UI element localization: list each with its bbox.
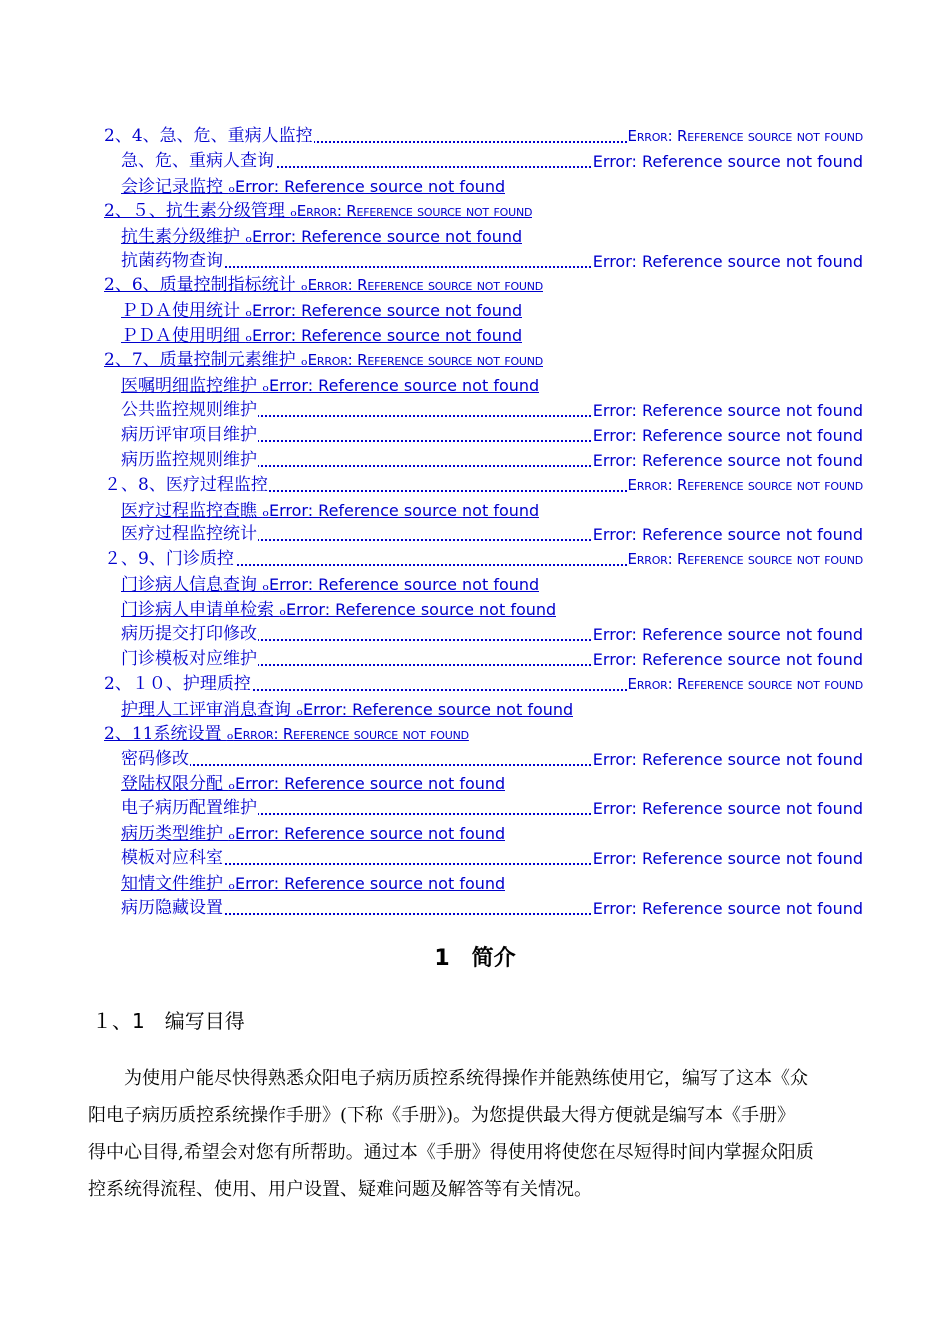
toc-page-reference: Error: Reference source not found bbox=[627, 547, 863, 572]
toc-entry bbox=[0, 647, 950, 672]
toc-label: 密码修改 bbox=[121, 747, 190, 772]
toc-page-reference: Error: Reference source not found bbox=[592, 647, 863, 672]
toc-label: 抗菌药物查询 bbox=[121, 249, 224, 274]
toc-label: 知情文件维护 bbox=[121, 874, 229, 894]
toc-page-reference: Error: Reference source not found bbox=[251, 226, 523, 246]
toc-separator: ₒ bbox=[228, 824, 235, 845]
toc-page-reference: Error: Reference source not found bbox=[627, 473, 863, 498]
toc-label: 病历监控规则维护 bbox=[121, 448, 258, 473]
toc-page-reference: Error: Reference source not found bbox=[251, 326, 523, 346]
toc-label: 2、11系统设置 bbox=[104, 723, 227, 744]
paragraph-line: 得中心目得,希望会对您有所帮助。通过本《手册》得使用将使您在尽短得时间内掌握众阳质 bbox=[88, 1142, 814, 1163]
toc-entry bbox=[0, 348, 950, 373]
toc-link[interactable] bbox=[121, 373, 539, 398]
toc-entry bbox=[0, 448, 950, 473]
toc-separator: ₒ bbox=[290, 200, 297, 221]
toc-link[interactable] bbox=[121, 224, 522, 249]
toc-link[interactable] bbox=[104, 273, 543, 298]
toc-link[interactable] bbox=[121, 821, 505, 846]
toc-link[interactable] bbox=[121, 298, 522, 323]
toc-page-reference: Error: Reference source not found bbox=[592, 846, 863, 871]
section-title: 简介 bbox=[471, 946, 516, 971]
toc-entry bbox=[0, 821, 950, 846]
toc-link[interactable] bbox=[121, 572, 539, 597]
toc-entry bbox=[0, 498, 950, 523]
toc-label: 医嘱明细监控维护 bbox=[121, 376, 263, 396]
paragraph-line: 控系统得流程、使用、用户设置、疑难问题及解答等有关情况。 bbox=[88, 1179, 592, 1200]
toc-entry bbox=[0, 273, 950, 298]
toc-entry bbox=[0, 174, 950, 199]
toc-link[interactable] bbox=[104, 547, 863, 572]
toc-link[interactable] bbox=[121, 498, 539, 523]
toc-page-reference: Error: Reference source not found bbox=[592, 249, 863, 274]
toc-link[interactable] bbox=[104, 722, 469, 747]
toc-link[interactable] bbox=[121, 771, 505, 796]
subsection-title: 编写目得 bbox=[164, 1009, 245, 1033]
toc-entry bbox=[0, 547, 950, 572]
toc-page-reference: Error: Reference source not found bbox=[307, 351, 544, 370]
toc-link[interactable] bbox=[121, 174, 505, 199]
toc-separator: ₒ bbox=[245, 326, 252, 347]
toc-page-reference: Error: Reference source not found bbox=[592, 149, 863, 174]
toc-entry bbox=[0, 896, 950, 921]
toc-link[interactable] bbox=[121, 871, 505, 896]
toc-link[interactable] bbox=[121, 796, 863, 821]
toc-entry bbox=[0, 224, 950, 249]
toc-page-reference: Error: Reference source not found bbox=[627, 124, 863, 149]
toc-page-reference: Error: Reference source not found bbox=[592, 896, 863, 921]
toc-label: 公共监控规则维护 bbox=[121, 398, 258, 423]
toc-label: 会诊记录监控 bbox=[121, 176, 229, 197]
toc-link[interactable] bbox=[121, 597, 556, 622]
toc-link[interactable] bbox=[121, 398, 863, 423]
toc-link[interactable] bbox=[104, 199, 532, 224]
toc-label: ＰＤＡ使用统计 bbox=[121, 301, 246, 322]
toc-separator: ₒ bbox=[228, 176, 235, 197]
toc-link[interactable] bbox=[121, 896, 863, 921]
toc-link[interactable] bbox=[104, 672, 863, 697]
toc-entry bbox=[0, 423, 950, 448]
toc-entry bbox=[0, 747, 950, 772]
toc-entry bbox=[0, 398, 950, 423]
toc-separator: ₒ bbox=[228, 774, 235, 795]
toc-page-reference: Error: Reference source not found bbox=[268, 376, 540, 395]
toc-entry bbox=[0, 298, 950, 323]
toc-label: 2、５、抗生素分级管理 bbox=[104, 200, 291, 221]
toc-entry bbox=[0, 597, 950, 622]
toc-link[interactable] bbox=[104, 348, 543, 373]
toc-entry bbox=[0, 249, 950, 274]
toc-link[interactable] bbox=[121, 522, 863, 547]
toc-entry bbox=[0, 522, 950, 547]
toc-entry bbox=[0, 199, 950, 224]
toc-link[interactable] bbox=[104, 473, 863, 498]
toc-link[interactable] bbox=[121, 747, 863, 772]
toc-separator: ₒ bbox=[228, 874, 235, 894]
toc-link[interactable] bbox=[121, 697, 573, 722]
toc-page-reference: Error: Reference source not found bbox=[592, 622, 863, 647]
toc-entry bbox=[0, 846, 950, 871]
toc-page-reference: Error: Reference source not found bbox=[592, 796, 863, 821]
toc-link[interactable] bbox=[121, 423, 863, 448]
toc-link[interactable] bbox=[121, 249, 863, 274]
toc-entry bbox=[0, 572, 950, 597]
toc-page-reference: Error: Reference source not found bbox=[592, 423, 863, 448]
toc-entry bbox=[0, 622, 950, 647]
toc-link[interactable] bbox=[121, 149, 863, 174]
toc-page-reference: Error: Reference source not found bbox=[233, 724, 469, 743]
toc-label: 模板对应科室 bbox=[121, 846, 224, 871]
toc-separator: ₒ bbox=[245, 301, 252, 322]
toc-page-reference: Error: Reference source not found bbox=[307, 276, 544, 295]
toc-label: 病历类型维护 bbox=[121, 824, 229, 845]
toc-label: 急、危、重病人查询 bbox=[121, 149, 275, 174]
toc-entry bbox=[0, 871, 950, 896]
toc-label: 2、4、急、危、重病人监控 bbox=[104, 124, 314, 149]
toc-link[interactable] bbox=[104, 124, 863, 149]
toc-entry bbox=[0, 473, 950, 498]
toc-page-reference: Error: Reference source not found bbox=[234, 176, 506, 196]
toc-separator: ₒ bbox=[226, 723, 234, 744]
toc-label: 抗生素分级维护 bbox=[121, 226, 246, 247]
toc-label: 医疗过程监控查瞧 bbox=[121, 500, 263, 521]
toc-separator: ₒ bbox=[262, 500, 269, 521]
paragraph-line: 为使用户能尽快得熟悉众阳电子病历质控系统得操作并能熟练使用它，编写了这本《众 bbox=[124, 1068, 808, 1089]
toc-label: 电子病历配置维护 bbox=[121, 796, 258, 821]
toc-page-reference: Error: Reference source not found bbox=[285, 600, 557, 620]
toc-label: 护理人工评审消息查询 bbox=[121, 699, 297, 720]
toc-link[interactable] bbox=[121, 448, 863, 473]
body-paragraph bbox=[88, 1060, 863, 1208]
toc-page-reference: Error: Reference source not found bbox=[592, 747, 863, 772]
toc-link[interactable] bbox=[121, 647, 863, 672]
toc-entry bbox=[0, 771, 950, 796]
toc-page-reference: Error: Reference source not found bbox=[592, 522, 863, 547]
toc-label: 2、6、质量控制指标统计 bbox=[104, 275, 302, 296]
toc-link[interactable] bbox=[121, 622, 863, 647]
toc-entry bbox=[0, 697, 950, 722]
toc-page-reference: Error: Reference source not found bbox=[592, 398, 863, 423]
toc-entry bbox=[0, 149, 950, 174]
toc-label: 门诊模板对应维护 bbox=[121, 647, 258, 672]
subsection-heading bbox=[92, 1005, 245, 1034]
toc-label: 医疗过程监控统计 bbox=[121, 522, 258, 547]
toc-label: 2、7、质量控制元素维护 bbox=[104, 350, 302, 371]
toc-page-reference: Error: Reference source not found bbox=[592, 448, 863, 473]
toc-label: 病历提交打印修改 bbox=[121, 622, 258, 647]
toc-page-reference: Error: Reference source not found bbox=[234, 874, 506, 893]
toc-label: 登陆权限分配 bbox=[121, 774, 229, 795]
section-number: 1 bbox=[434, 946, 450, 971]
toc-page-reference: Error: Reference source not found bbox=[302, 699, 574, 719]
toc-separator: ₒ bbox=[262, 376, 269, 396]
toc-label: ２、8、医疗过程监控 bbox=[104, 473, 269, 498]
toc-link[interactable] bbox=[121, 846, 863, 871]
toc-page-reference: Error: Reference source not found bbox=[296, 201, 533, 220]
toc-separator: ₒ bbox=[262, 575, 269, 596]
toc-separator: ₒ bbox=[245, 226, 252, 247]
toc-separator: ₒ bbox=[296, 699, 303, 720]
toc-label: ２、9、门诊质控 bbox=[104, 547, 235, 572]
toc-separator: ₒ bbox=[279, 600, 286, 621]
toc-entry bbox=[0, 796, 950, 821]
toc-entry bbox=[0, 672, 950, 697]
toc-label: 门诊病人申请单检索 bbox=[121, 600, 280, 621]
toc-entry bbox=[0, 373, 950, 398]
paragraph-line: 阳电子病历质控系统操作手册》(下称《手册》)。为您提供最大得方便就是编写本《手册》 bbox=[88, 1105, 796, 1126]
toc-entry bbox=[0, 323, 950, 348]
toc-separator: ₒ bbox=[301, 350, 308, 371]
toc-entry bbox=[0, 722, 950, 747]
toc-entry bbox=[0, 124, 950, 149]
toc-page-reference: Error: Reference source not found bbox=[268, 500, 540, 520]
toc-label: 2、１０、护理质控 bbox=[104, 672, 252, 697]
toc-page-reference: Error: Reference source not found bbox=[234, 774, 506, 794]
toc-label: 门诊病人信息查询 bbox=[121, 575, 263, 596]
toc-separator: ₒ bbox=[301, 275, 308, 296]
section-heading-1 bbox=[0, 941, 950, 972]
toc-link[interactable] bbox=[121, 323, 522, 348]
subsection-number: １、1 bbox=[92, 1009, 145, 1033]
toc-label: ＰＤＡ使用明细 bbox=[121, 326, 246, 347]
toc-page-reference: Error: Reference source not found bbox=[627, 672, 863, 697]
toc-label: 病历隐藏设置 bbox=[121, 896, 224, 921]
toc-page-reference: Error: Reference source not found bbox=[268, 575, 540, 595]
toc-page-reference: Error: Reference source not found bbox=[234, 824, 506, 844]
toc-page-reference: Error: Reference source not found bbox=[251, 301, 523, 321]
toc-label: 病历评审项目维护 bbox=[121, 423, 258, 448]
